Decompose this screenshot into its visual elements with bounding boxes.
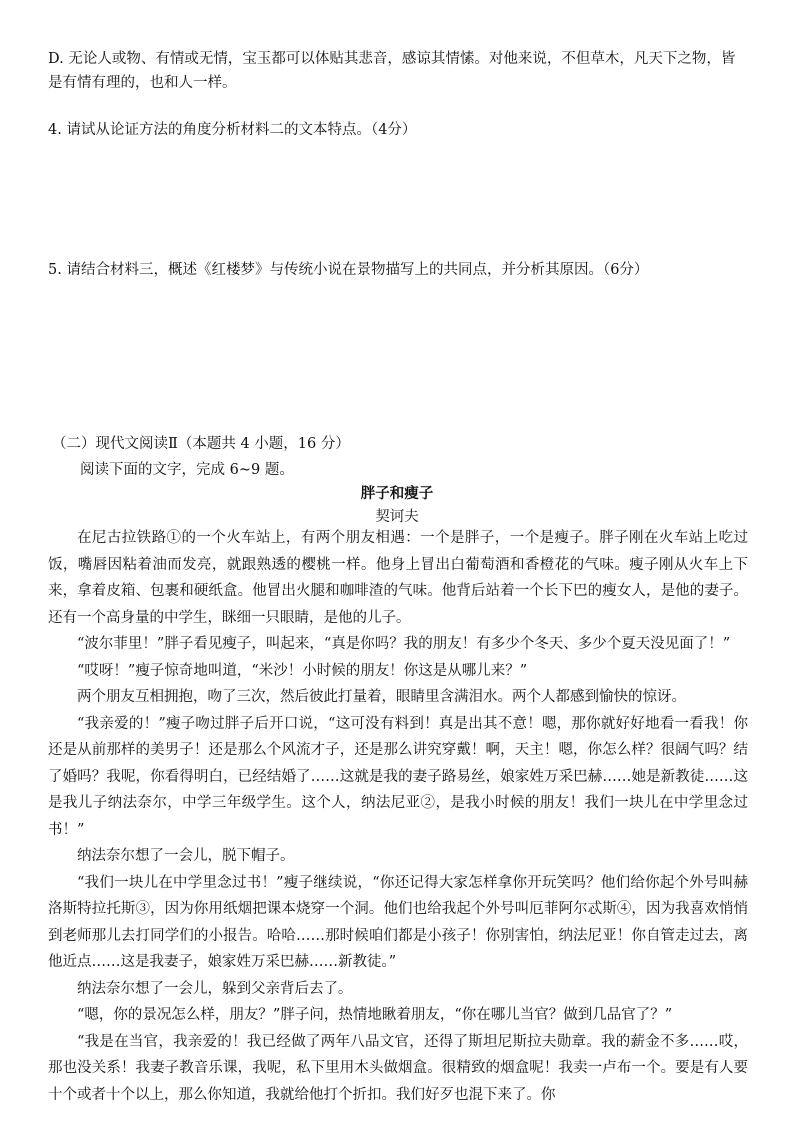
question-5: 5. 请结合材料三，概述《红楼梦》与传统小说在景物描写上的共同点，并分析其原因。（6分） bbox=[48, 262, 649, 278]
story-paragraph: “波尔菲里！”胖子看见瘦子，叫起来，“真是你吗？我的朋友！有多少个冬天、多少个夏天没见面了！” bbox=[77, 636, 731, 652]
section-heading: （二）现代文阅读Ⅱ（本题共 4 小题，16 分） bbox=[52, 436, 350, 452]
story-author: 契诃夫 bbox=[375, 509, 419, 525]
story-paragraph: 纳法奈尔想了一会儿，脱下帽子。 bbox=[77, 848, 295, 864]
story-body bbox=[0, 525, 794, 1108]
story-paragraph: “嗯，你的景况怎么样，朋友？”胖子问，热情地瞅着朋友，“你在哪儿当官？做到几品官了？” bbox=[77, 1007, 673, 1023]
story-title: 胖子和瘦子 bbox=[360, 485, 434, 502]
story-paragraph: 纳法奈尔想了一会儿，躲到父亲背后去了。 bbox=[77, 980, 353, 997]
story-paragraph: “我们一块儿在中学里念过书！”瘦子继续说，“你还记得大家怎样拿你开玩笑吗？他们给你起个外号叫赫洛斯特拉托斯③，因为你用纸烟把课本烧穿一个洞。他们也给我起个外号叫厄菲阿尔忒斯④，因为我喜欢悄悄到老师那儿去打同学们的小报告。哈哈……那时候咱们都是小孩子！你别害怕，纳法尼亚！你自管走过去，离他近点……这是我妻子，娘家姓万采巴赫……新教徒。” bbox=[48, 874, 748, 970]
story-paragraph: “哎呀！”瘦子惊奇地叫道，“米沙！小时候的朋友！你这是从哪儿来？” bbox=[77, 662, 528, 679]
question-4: 4. 请试从论证方法的角度分析材料二的文本特点。（4分） bbox=[48, 122, 417, 138]
section-instruction: 阅读下面的文字，完成 6~9 题。 bbox=[80, 462, 294, 478]
story-paragraph: “我亲爱的！”瘦子吻过胖子后开口说，“这可没有料到！真是出其不意！嗯，那你就好好地看一看我！你还是从前那样的美男子！还是那么个风流才子，还是那么讲究穿戴！啊，天主！嗯，你怎么样？很阔气吗？结了婚吗？我呢，你看得明白，已经结婚了……这就是我的妻子路易丝，娘家姓万采巴赫……她是新教徒……这是我儿子纳法奈尔，中学三年级学生。这个人，纳法尼亚②，是我小时候的朋友！我们一块儿在中学里念过书！” bbox=[48, 715, 748, 838]
option-d: D. 无论人或物、有情或无情，宝玉都可以体贴其悲音，感谅其情愫。对他来说，不但草木，凡天下之物，皆是有情有理的，也和人一样。 bbox=[48, 51, 736, 91]
story-paragraph: 在尼古拉铁路①的一个火车站上，有两个朋友相遇：一个是胖子，一个是瘦子。胖子刚在火车站上吃过饭，嘴唇因粘着油而发亮，就跟熟透的樱桃一样。他身上冒出白葡萄酒和香橙花的气味。瘦子刚从火车上下来，拿着皮箱、包裹和硬纸盒。他冒出火腿和咖啡渣的气味。他背后站着一个长下巴的瘦女人，是他的妻子。还有一个高身量的中学生，眯细一只眼睛，是他的儿子。 bbox=[48, 530, 748, 626]
story-paragraph: 两个朋友互相拥抱，吻了三次，然后彼此打量着，眼睛里含满泪水。两个人都感到愉快的惊讶。 bbox=[77, 689, 686, 705]
story-paragraph: “我是在当官，我亲爱的！我已经做了两年八品文官，还得了斯坦尼斯拉夫勋章。我的薪金不多……哎，那也没关系！我妻子教音乐课，我呢，私下里用木头做烟盒。很精致的烟盒呢！我卖一卢布一个。要是有人要十个或者十个以上，那么你知道，我就给他打个折扣。我们好歹也混下来了。你 bbox=[48, 1033, 748, 1103]
